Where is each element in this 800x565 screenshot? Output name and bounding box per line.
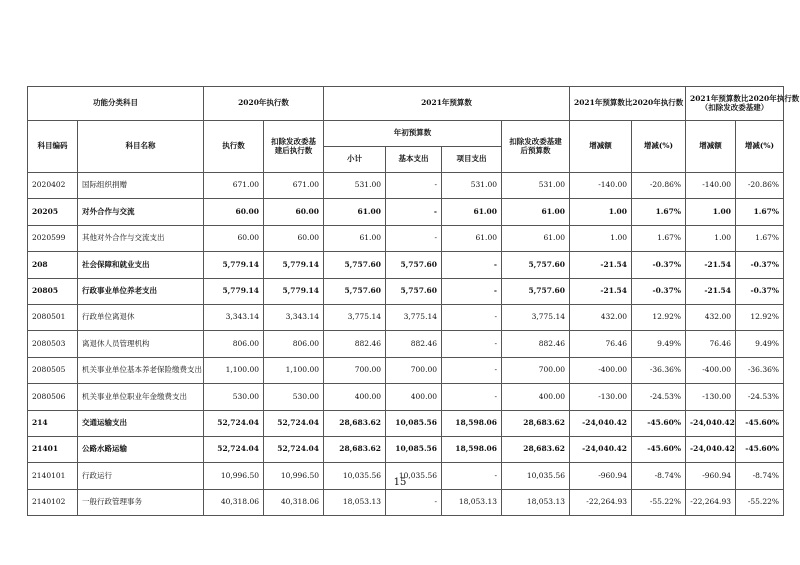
cell-exec-adj: 1,100.00 (264, 357, 324, 383)
cell-budget-adj: 61.00 (502, 225, 570, 251)
cell-change: -130.00 (570, 384, 632, 410)
cell-subtotal: 882.46 (324, 331, 386, 357)
cell-basic: 10,085.56 (386, 410, 442, 436)
cell-change: -22,264.93 (570, 489, 632, 515)
cell-code: 2140102 (28, 489, 78, 515)
table-row (28, 489, 784, 515)
cell-exec-adj: 806.00 (264, 331, 324, 357)
cell-basic: 5,757.60 (386, 278, 442, 304)
table-row (28, 331, 784, 357)
cell-exec: 3,343.14 (204, 304, 264, 330)
cell-change: -24,040.42 (570, 436, 632, 462)
cell-exec-adj: 3,343.14 (264, 304, 324, 330)
cell-basic: 3,775.14 (386, 304, 442, 330)
cell-code: 2080503 (28, 331, 78, 357)
cell-change-pct: -0.37% (632, 252, 686, 278)
cell-exec: 5,779.14 (204, 252, 264, 278)
cell-change-pct2: -8.74% (736, 463, 784, 489)
cell-subtotal: 61.00 (324, 225, 386, 251)
cell-change: -960.94 (570, 463, 632, 489)
cell-change-pct2: -0.37% (736, 278, 784, 304)
budget-table (27, 86, 800, 516)
header-project: 项目支出 (442, 147, 502, 173)
cell-subtotal: 5,757.60 (324, 252, 386, 278)
cell-project: - (442, 304, 502, 330)
header-subtotal: 小计 (324, 147, 386, 173)
table-row (28, 199, 784, 225)
cell-code: 2020599 (28, 225, 78, 251)
cell-change-pct2: -20.86% (736, 173, 784, 199)
cell-basic: 882.46 (386, 331, 442, 357)
cell-change2: 76.46 (686, 331, 736, 357)
cell-project: 18,598.06 (442, 410, 502, 436)
header-exec-adj-line1: 扣除发改委基 (271, 136, 316, 146)
cell-change: -400.00 (570, 357, 632, 383)
cell-code: 2080501 (28, 304, 78, 330)
cell-name: 国际组织捐赠 (78, 173, 204, 199)
cell-budget-adj: 3,775.14 (502, 304, 570, 330)
cell-change-pct2: -45.60% (736, 410, 784, 436)
cell-name: 机关事业单位基本养老保险缴费支出 (78, 357, 204, 383)
cell-change: 1.00 (570, 225, 632, 251)
cell-change2: -140.00 (686, 173, 736, 199)
cell-project: 18,598.06 (442, 436, 502, 462)
cell-code: 2140101 (28, 463, 78, 489)
cell-budget-adj: 10,035.56 (502, 463, 570, 489)
cell-exec-adj: 5,779.14 (264, 252, 324, 278)
cell-project: - (442, 384, 502, 410)
cell-basic: 10,035.56 (386, 463, 442, 489)
cell-change-pct: -45.60% (632, 436, 686, 462)
cell-change-pct2: -0.37% (736, 252, 784, 278)
header-exec: 执行数 (204, 121, 264, 173)
table-row (28, 384, 784, 410)
cell-change: 432.00 (570, 304, 632, 330)
cell-project: 61.00 (442, 225, 502, 251)
cell-project: - (442, 252, 502, 278)
cell-change-pct: -55.22% (632, 489, 686, 515)
cell-exec-adj: 52,724.04 (264, 436, 324, 462)
table-row (28, 252, 784, 278)
cell-exec: 5,779.14 (204, 278, 264, 304)
cell-change2: -21.54 (686, 252, 736, 278)
cell-exec: 806.00 (204, 331, 264, 357)
table-row (28, 278, 784, 304)
cell-budget-adj: 28,683.62 (502, 410, 570, 436)
table-row (28, 173, 784, 199)
cell-subtotal: 28,683.62 (324, 410, 386, 436)
cell-change-pct: -0.37% (632, 278, 686, 304)
cell-project: - (442, 331, 502, 357)
cell-code: 20205 (28, 199, 78, 225)
cell-exec: 1,100.00 (204, 357, 264, 383)
cell-code: 2020402 (28, 173, 78, 199)
cell-exec: 60.00 (204, 199, 264, 225)
cell-change-pct2: -55.22% (736, 489, 784, 515)
cell-subtotal: 10,035.56 (324, 463, 386, 489)
cell-subtotal: 18,053.13 (324, 489, 386, 515)
cell-code: 20805 (28, 278, 78, 304)
cell-change-pct: -24.53% (632, 384, 686, 410)
header-code: 科目编码 (28, 121, 78, 173)
cell-subtotal: 3,775.14 (324, 304, 386, 330)
cell-subtotal: 61.00 (324, 199, 386, 225)
cell-change: 76.46 (570, 331, 632, 357)
cell-exec: 530.00 (204, 384, 264, 410)
header-budget-adj-line1: 扣除发改委基建 (509, 136, 562, 146)
cell-name: 离退休人员管理机构 (78, 331, 204, 357)
cell-change-pct: -20.86% (632, 173, 686, 199)
cell-change: -140.00 (570, 173, 632, 199)
cell-exec: 60.00 (204, 225, 264, 251)
cell-exec: 671.00 (204, 173, 264, 199)
cell-change-pct: 1.67% (632, 199, 686, 225)
cell-code: 208 (28, 252, 78, 278)
cell-name: 公路水路运输 (78, 436, 204, 462)
cell-change-pct: -8.74% (632, 463, 686, 489)
cell-change2: -960.94 (686, 463, 736, 489)
cell-code: 2080505 (28, 357, 78, 383)
cell-budget-adj: 5,757.60 (502, 278, 570, 304)
table-row (28, 304, 784, 330)
cell-change-pct2: 12.92% (736, 304, 784, 330)
header-change2: 增减额 (686, 121, 736, 173)
header-cmp-adj (686, 87, 800, 121)
cell-basic: - (386, 225, 442, 251)
cell-project: 531.00 (442, 173, 502, 199)
cell-code: 214 (28, 410, 78, 436)
cell-change: 1.00 (570, 199, 632, 225)
cell-code: 21401 (28, 436, 78, 462)
page-number: 15 (393, 477, 407, 488)
cell-name: 社会保障和就业支出 (78, 252, 204, 278)
table-row (28, 436, 784, 462)
cell-budget-adj: 5,757.60 (502, 252, 570, 278)
cell-project: - (442, 357, 502, 383)
cell-basic: - (386, 489, 442, 515)
cell-project: - (442, 463, 502, 489)
cell-subtotal: 28,683.62 (324, 436, 386, 462)
cell-name: 其他对外合作与交流支出 (78, 225, 204, 251)
cell-change-pct: -36.36% (632, 357, 686, 383)
cell-change2: -130.00 (686, 384, 736, 410)
cell-change-pct: 1.67% (632, 225, 686, 251)
table-row (28, 225, 784, 251)
cell-name: 行政单位离退休 (78, 304, 204, 330)
header-budget-2021: 2021年预算数 (324, 87, 570, 121)
cell-change: -21.54 (570, 278, 632, 304)
cell-change2: -24,040.42 (686, 410, 736, 436)
cell-change-pct2: 1.67% (736, 225, 784, 251)
cell-change2: -22,264.93 (686, 489, 736, 515)
header-initial: 年初预算数 (324, 121, 502, 147)
cell-change: -24,040.42 (570, 410, 632, 436)
header-cmp-adj-line2: （扣除发改委基建） (700, 102, 769, 112)
cell-basic: 400.00 (386, 384, 442, 410)
cell-change-pct: 9.49% (632, 331, 686, 357)
cell-exec-adj: 60.00 (264, 199, 324, 225)
cell-subtotal: 400.00 (324, 384, 386, 410)
cell-subtotal: 700.00 (324, 357, 386, 383)
cell-name: 交通运输支出 (78, 410, 204, 436)
cell-budget-adj: 531.00 (502, 173, 570, 199)
cell-basic: 10,085.56 (386, 436, 442, 462)
cell-change2: -400.00 (686, 357, 736, 383)
table-row (28, 357, 784, 383)
cell-budget-adj: 700.00 (502, 357, 570, 383)
cell-name: 对外合作与交流 (78, 199, 204, 225)
cell-budget-adj: 18,053.13 (502, 489, 570, 515)
cell-change-pct2: -45.60% (736, 436, 784, 462)
cell-exec-adj: 60.00 (264, 225, 324, 251)
header-name: 科目名称 (78, 121, 204, 173)
cell-change-pct: 12.92% (632, 304, 686, 330)
header-exec-adj (264, 121, 324, 173)
cell-project: 61.00 (442, 199, 502, 225)
cell-budget-adj: 28,683.62 (502, 436, 570, 462)
header-change-pct2: 增减(%) (736, 121, 784, 173)
cell-exec: 52,724.04 (204, 436, 264, 462)
cell-basic: 5,757.60 (386, 252, 442, 278)
header-budget-adj (502, 121, 570, 173)
header-change: 增减额 (570, 121, 632, 173)
cell-change-pct2: -24.53% (736, 384, 784, 410)
cell-subtotal: 5,757.60 (324, 278, 386, 304)
cell-name: 行政运行 (78, 463, 204, 489)
cell-change-pct2: -36.36% (736, 357, 784, 383)
header-change-pct: 增减(%) (632, 121, 686, 173)
header-func-class: 功能分类科目 (28, 87, 204, 121)
cell-project: - (442, 278, 502, 304)
cell-change-pct: -45.60% (632, 410, 686, 436)
cell-budget-adj: 61.00 (502, 199, 570, 225)
cell-basic: 700.00 (386, 357, 442, 383)
header-exec-adj-line2: 建后执行数 (274, 145, 313, 155)
cell-name: 机关事业单位职业年金缴费支出 (78, 384, 204, 410)
cell-change2: 1.00 (686, 199, 736, 225)
header-exec-2020: 2020年执行数 (204, 87, 324, 121)
cell-exec-adj: 40,318.06 (264, 489, 324, 515)
header-cmp-adj-line1: 2021年预算数比2020年执行数 (690, 93, 800, 103)
cell-project: 18,053.13 (442, 489, 502, 515)
cell-exec-adj: 10,996.50 (264, 463, 324, 489)
cell-change2: 1.00 (686, 225, 736, 251)
cell-budget-adj: 400.00 (502, 384, 570, 410)
header-budget-adj-line2: 后预算数 (520, 145, 551, 155)
cell-basic: - (386, 199, 442, 225)
cell-budget-adj: 882.46 (502, 331, 570, 357)
cell-exec-adj: 52,724.04 (264, 410, 324, 436)
cell-change-pct2: 1.67% (736, 199, 784, 225)
table-row (28, 410, 784, 436)
cell-change2: -24,040.42 (686, 436, 736, 462)
cell-exec-adj: 671.00 (264, 173, 324, 199)
cell-change-pct2: 9.49% (736, 331, 784, 357)
header-basic: 基本支出 (386, 147, 442, 173)
cell-exec-adj: 5,779.14 (264, 278, 324, 304)
cell-basic: - (386, 173, 442, 199)
cell-name: 一般行政管理事务 (78, 489, 204, 515)
cell-exec: 10,996.50 (204, 463, 264, 489)
cell-exec: 40,318.06 (204, 489, 264, 515)
cell-subtotal: 531.00 (324, 173, 386, 199)
cell-exec-adj: 530.00 (264, 384, 324, 410)
cell-change2: -21.54 (686, 278, 736, 304)
cell-change: -21.54 (570, 252, 632, 278)
cell-name: 行政事业单位养老支出 (78, 278, 204, 304)
cell-code: 2080506 (28, 384, 78, 410)
header-cmp-exec: 2021年预算数比2020年执行数 (570, 87, 686, 121)
cell-exec: 52,724.04 (204, 410, 264, 436)
cell-change2: 432.00 (686, 304, 736, 330)
